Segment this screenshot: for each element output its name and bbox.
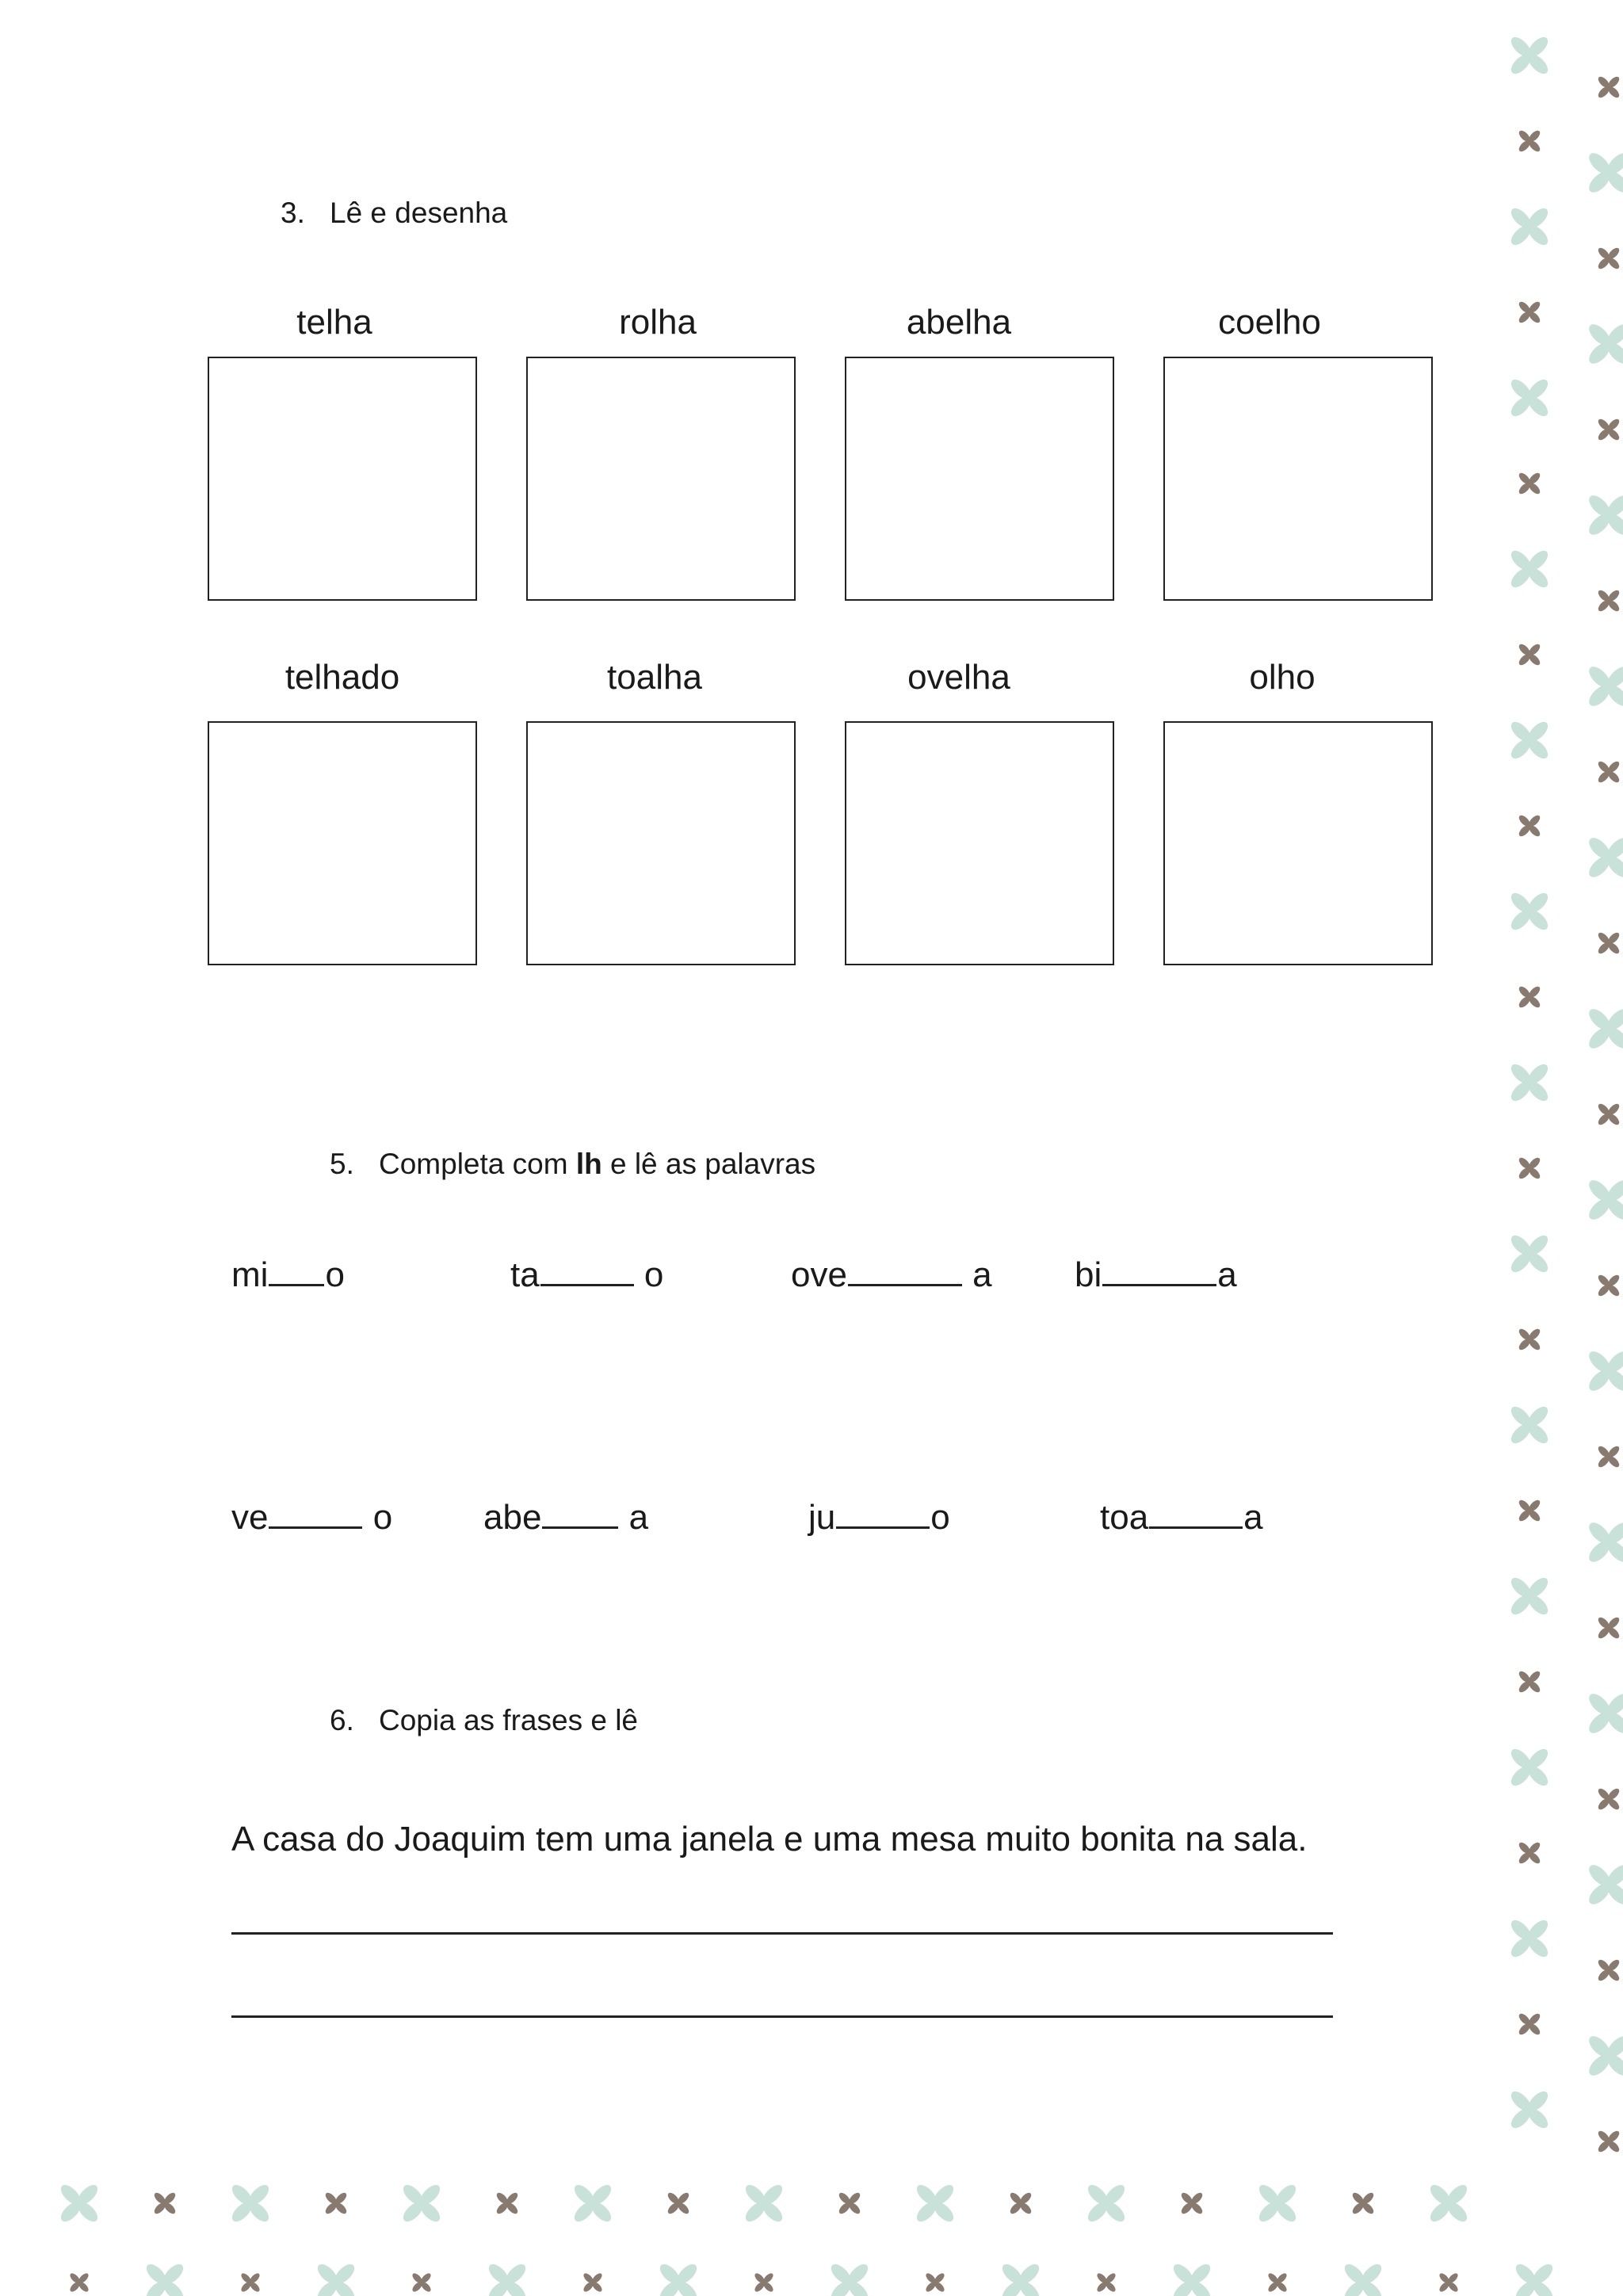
green-flower-icon [1513,2261,1556,2296]
fill-word [483,1496,648,1538]
brown-flower-icon [582,2271,603,2293]
green-flower-icon [1586,150,1623,197]
fill-blank[interactable] [1149,1496,1243,1529]
brown-flower-icon [1517,2011,1541,2036]
green-flower-icon [1170,2261,1214,2296]
brown-flower-icon [924,2271,945,2293]
green-flower-icon [1508,1917,1552,1961]
green-flower-icon [229,2182,273,2225]
section-6-heading [330,1704,638,1737]
brown-flower-icon [1438,2271,1459,2293]
floral-border-bottom [0,2172,1623,2296]
brown-flower-icon [68,2271,90,2293]
brown-flower-icon [1596,417,1621,441]
fill-blank[interactable] [269,1496,362,1529]
fill-word [231,1254,345,1295]
fill-suffix: a [1217,1255,1237,1294]
brown-flower-icon [1008,2191,1033,2215]
green-flower-icon [1586,321,1623,368]
fill-prefix: ove [791,1255,847,1294]
section-5-title-end: e lê as palavras [601,1148,816,1180]
green-flower-icon [914,2182,957,2225]
green-flower-icon [400,2182,444,2225]
brown-flower-icon [1596,74,1621,99]
fill-prefix: ve [231,1498,269,1537]
green-flower-icon [1508,1404,1552,1447]
green-flower-icon [1586,1177,1623,1224]
green-flower-icon [999,2261,1043,2296]
brown-flower-icon [1517,128,1541,153]
drawing-box[interactable] [845,357,1114,601]
brown-flower-icon [1596,588,1621,613]
section-5-heading [330,1148,815,1181]
section-3-title: Lê e desenha [330,197,508,229]
fill-prefix: bi [1075,1255,1102,1294]
copy-sentence: A casa do Joaquim tem uma janela e uma mesa muito bonita na sala. [231,1820,1308,1859]
brown-flower-icon [666,2191,690,2215]
green-flower-icon [1586,492,1623,539]
drawing-box[interactable] [1163,721,1433,965]
fill-prefix: abe [483,1498,542,1537]
green-flower-icon [315,2261,358,2296]
drawing-box[interactable] [526,721,796,965]
brown-flower-icon [1596,1273,1621,1297]
green-flower-icon [1508,376,1552,420]
drawing-box[interactable] [208,357,477,601]
green-flower-icon [58,2182,101,2225]
section-5-number: 5. [330,1148,354,1180]
brown-flower-icon [1517,1669,1541,1694]
fill-word [791,1254,992,1295]
fill-suffix: o [930,1498,950,1537]
brown-flower-icon [1596,1615,1621,1640]
section-5-title-start: Completa com [379,1148,576,1180]
green-flower-icon [1508,2088,1552,2132]
green-flower-icon [1508,890,1552,934]
brown-flower-icon [323,2191,348,2215]
brown-flower-icon [1596,930,1621,955]
green-flower-icon [1586,663,1623,710]
section-6-title: Copia as frases e lê [379,1704,639,1736]
brown-flower-icon [1596,246,1621,270]
fill-prefix: ju [808,1498,836,1537]
word-label: toalha [607,658,702,697]
brown-flower-icon [1179,2191,1204,2215]
brown-flower-icon [753,2271,774,2293]
drawing-box[interactable] [845,721,1114,965]
fill-blank[interactable] [269,1254,324,1286]
brown-flower-icon [1517,471,1541,495]
fill-suffix: o [325,1255,345,1294]
fill-suffix: o [363,1498,393,1537]
brown-flower-icon [1517,1498,1541,1522]
brown-flower-icon [1095,2271,1117,2293]
brown-flower-icon [1596,759,1621,784]
green-flower-icon [1586,1348,1623,1395]
brown-flower-icon [1517,300,1541,324]
green-flower-icon [828,2261,872,2296]
word-label: telhado [285,658,400,697]
green-flower-icon [1342,2261,1385,2296]
green-flower-icon [1586,2033,1623,2080]
fill-prefix: mi [231,1255,269,1294]
fill-suffix: a [619,1498,649,1537]
green-flower-icon [1508,1061,1552,1105]
floral-border-right [1498,0,1623,2296]
drawing-box[interactable] [1163,357,1433,601]
brown-flower-icon [1596,2129,1621,2153]
brown-flower-icon [411,2271,432,2293]
green-flower-icon [1586,1006,1623,1052]
brown-flower-icon [1517,1840,1541,1865]
green-flower-icon [1508,1575,1552,1618]
section-5-title-bold: lh [575,1148,602,1180]
word-label: abelha [906,303,1012,342]
green-flower-icon [1586,1690,1623,1737]
brown-flower-icon [1517,1156,1541,1180]
fill-word [231,1496,392,1538]
brown-flower-icon [1596,1102,1621,1126]
drawing-box[interactable] [208,721,477,965]
fill-blank[interactable] [1102,1254,1216,1286]
brown-flower-icon [837,2191,861,2215]
green-flower-icon [1508,548,1552,591]
fill-word [1100,1496,1263,1538]
fill-suffix: o [634,1255,664,1294]
drawing-box[interactable] [526,357,796,601]
fill-blank[interactable] [836,1496,930,1529]
green-flower-icon [143,2261,187,2296]
green-flower-icon [1256,2182,1300,2225]
fill-word [1075,1254,1237,1295]
green-flower-icon [1508,1232,1552,1276]
green-flower-icon [743,2182,786,2225]
brown-flower-icon [152,2191,177,2215]
brown-flower-icon [1517,813,1541,838]
green-flower-icon [1427,2182,1471,2225]
brown-flower-icon [495,2191,519,2215]
brown-flower-icon [1596,1444,1621,1469]
brown-flower-icon [1517,642,1541,667]
word-label: coelho [1218,303,1321,342]
fill-prefix: ta [510,1255,540,1294]
fill-blank[interactable] [540,1254,634,1286]
green-flower-icon [1508,719,1552,762]
brown-flower-icon [1517,984,1541,1009]
green-flower-icon [571,2182,615,2225]
word-label: telha [296,303,372,342]
section-3-heading [281,197,507,230]
green-flower-icon [486,2261,529,2296]
brown-flower-icon [239,2271,261,2293]
word-label: olho [1249,658,1316,697]
fill-suffix: a [1243,1498,1263,1537]
green-flower-icon [1586,1519,1623,1566]
green-flower-icon [1508,1746,1552,1790]
brown-flower-icon [1596,1786,1621,1811]
green-flower-icon [1085,2182,1128,2225]
green-flower-icon [1586,835,1623,881]
writing-line[interactable] [231,2015,1333,2018]
brown-flower-icon [1596,1958,1621,1982]
section-3-number: 3. [281,197,305,229]
green-flower-icon [1508,34,1552,78]
brown-flower-icon [1350,2191,1375,2215]
fill-word [808,1496,950,1538]
fill-blank[interactable] [848,1254,962,1286]
brown-flower-icon [1517,1327,1541,1351]
writing-line[interactable] [231,1932,1333,1935]
brown-flower-icon [1266,2271,1288,2293]
green-flower-icon [1586,1862,1623,1908]
section-6-number: 6. [330,1704,354,1736]
green-flower-icon [1508,205,1552,249]
fill-word [510,1254,663,1295]
fill-suffix: a [962,1255,992,1294]
fill-prefix: toa [1100,1498,1149,1537]
word-label: ovelha [907,658,1010,697]
fill-blank[interactable] [542,1496,618,1529]
green-flower-icon [657,2261,701,2296]
word-label: rolha [619,303,697,342]
